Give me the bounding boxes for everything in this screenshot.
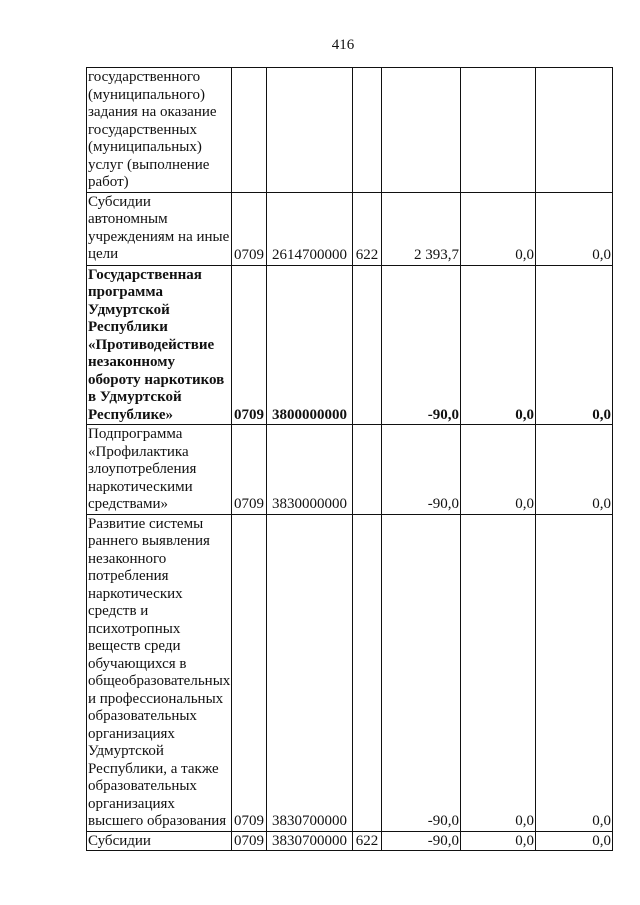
name-line: организациях [88,795,175,812]
section-cell: 0709 [232,425,267,515]
name-line: злоупотребления [88,461,197,477]
target-code-cell [267,68,353,193]
name-line: незаконного [88,550,167,567]
name-line: цели [88,246,119,262]
amount-cell: -90,0 [382,265,461,425]
table-row-program [87,265,613,425]
expense-type-cell: 622 [353,831,382,851]
name-line: высшего образования [88,813,227,829]
name-line: автономным [88,211,168,227]
budget-table [86,67,613,851]
name-line: веществ среди [88,638,181,654]
name-line: «Противодействие [88,336,215,353]
name-line: раннего выявления [88,533,210,549]
value2-cell: 0,0 [461,192,536,265]
value3-cell: 0,0 [536,425,613,515]
table-row [87,192,613,265]
name-line: психотропных [88,620,181,637]
name-line: Государственная [88,266,202,283]
table-row [87,514,613,831]
name-line: организациях [88,725,175,742]
name-line: Субсидии [88,193,151,210]
name-line: Республике» [88,406,174,423]
name-line: Республики [88,319,168,335]
value3-cell: 0,0 [536,831,613,851]
name-line: государственного [88,69,201,85]
target-code-cell: 3830700000 [267,514,353,831]
amount-cell: -90,0 [382,425,461,515]
name-line: образовательных [88,778,197,794]
name-line: Удмуртской [88,301,170,318]
expense-type-cell [353,265,382,425]
target-code-cell: 3830700000 [267,831,353,851]
section-cell: 0709 [232,514,267,831]
row-name-cell [87,831,232,851]
name-line: средств и [88,603,149,619]
target-code-cell: 2614700000 [267,192,353,265]
amount-cell: -90,0 [382,831,461,851]
name-line: в Удмуртской [88,389,182,405]
amount-cell [382,68,461,193]
name-line: «Профилактика [88,443,189,460]
target-code-cell: 3800000000 [267,265,353,425]
table-row [87,68,613,193]
value2-cell: 0,0 [461,514,536,831]
name-line: незаконному [88,354,175,370]
section-cell: 0709 [232,265,267,425]
row-name-cell [87,425,232,515]
value3-cell: 0,0 [536,192,613,265]
name-line: Республики, а также [88,760,219,777]
name-line: Субсидии [88,832,151,849]
target-code-cell: 3830000000 [267,425,353,515]
name-line: задания на оказание [88,104,217,120]
name-line: наркотическими [88,478,193,495]
name-line: услуг (выполнение [88,156,210,173]
name-line: и профессиональных [88,690,224,707]
value3-cell: 0,0 [536,514,613,831]
name-line: программа [88,284,163,300]
name-line: (муниципальных) [88,139,202,155]
name-line: Удмуртской [88,743,164,759]
value2-cell [461,68,536,193]
row-name-cell [87,68,232,193]
name-line: общеобразовательных [88,673,231,689]
name-line: наркотических [88,585,183,602]
name-line: обороту наркотиков [88,371,225,388]
name-line: обучающихся в [88,655,187,672]
name-line: (муниципального) [88,86,206,103]
name-line: образовательных [88,708,197,724]
section-cell [232,68,267,193]
section-cell: 0709 [232,831,267,851]
value2-cell: 0,0 [461,831,536,851]
value3-cell [536,68,613,193]
name-line: Развитие системы [88,515,204,532]
row-name-cell [87,265,232,425]
value3-cell: 0,0 [536,265,613,425]
expense-type-cell: 622 [353,192,382,265]
row-name-cell [87,192,232,265]
row-name-cell [87,514,232,831]
section-cell: 0709 [232,192,267,265]
amount-cell: 2 393,7 [382,192,461,265]
name-line: государственных [88,121,197,138]
expense-type-cell [353,514,382,831]
name-line: учреждениям на иные [88,228,230,245]
name-line: потребления [88,568,169,584]
table-row [87,425,613,515]
expense-type-cell [353,68,382,193]
value2-cell: 0,0 [461,425,536,515]
name-line: работ) [88,174,129,190]
name-line: средствами» [88,496,169,512]
page-number: 416 [331,37,355,53]
table-row [87,831,613,851]
amount-cell: -90,0 [382,514,461,831]
expense-type-cell [353,425,382,515]
name-line: Подпрограмма [88,426,183,442]
value2-cell: 0,0 [461,265,536,425]
